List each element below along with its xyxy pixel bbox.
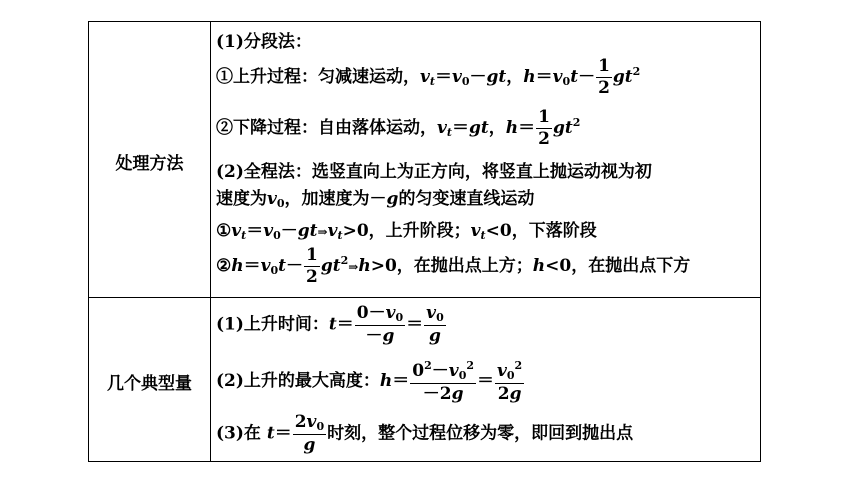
column-divider	[210, 22, 211, 461]
height-judgement: $②h=v_0t-$ $\frac{1}{2}$ $gt^2\Rightarrow h>0$，在抛出点上方；h<0，在抛出点下方	[216, 245, 691, 287]
segment-method-title: (1)分段法：	[216, 32, 312, 52]
velocity-judgement: $①v_t=v_0-gt\Rightarrow v_t>0$，上升阶段；$v_t<0$，下落阶段	[216, 221, 597, 242]
physics-table	[88, 21, 761, 462]
max-height: (2)上升的最大高度：h＝ $\frac{0^2-v_0^2}{-2g}$ ＝ $\frac{v_0^2}{2g}$	[216, 359, 523, 404]
whole-method-title: (2)全程法：选竖直向上为正方向，将竖直上抛运动视为初	[216, 162, 652, 182]
rise-time: (1)上升时间：t＝ $\frac{0-v_0}{-g}$ ＝ $\frac{v_0}{g}$	[216, 303, 444, 346]
row-label-quantities: 几个典型量	[107, 374, 192, 394]
fall-prefix: ②下降过程：自由落体运动，	[216, 118, 437, 138]
return-time: (3)在 t＝ $\frac{2v_0}{g}$ 时刻，整个过程位移为零，即回到抛出点	[216, 412, 634, 455]
rise-prefix: ①上升过程：匀减速运动，	[216, 67, 420, 87]
fall-process: ②下降过程：自由落体运动，$v_t=gt$，h＝ $\frac{1}{2}$ $gt^2$	[216, 107, 581, 149]
rise-process: ①上升过程：匀减速运动，$v_t=v_0-gt$，$h=v_0t-$ $\frac{1}{2}$ $gt^2$	[216, 56, 641, 98]
whole-method-desc: 速度为$v_0$，加速度为－g的匀变速直线运动	[216, 189, 535, 210]
row-label-method: 处理方法	[115, 154, 184, 174]
row-divider	[89, 297, 760, 298]
